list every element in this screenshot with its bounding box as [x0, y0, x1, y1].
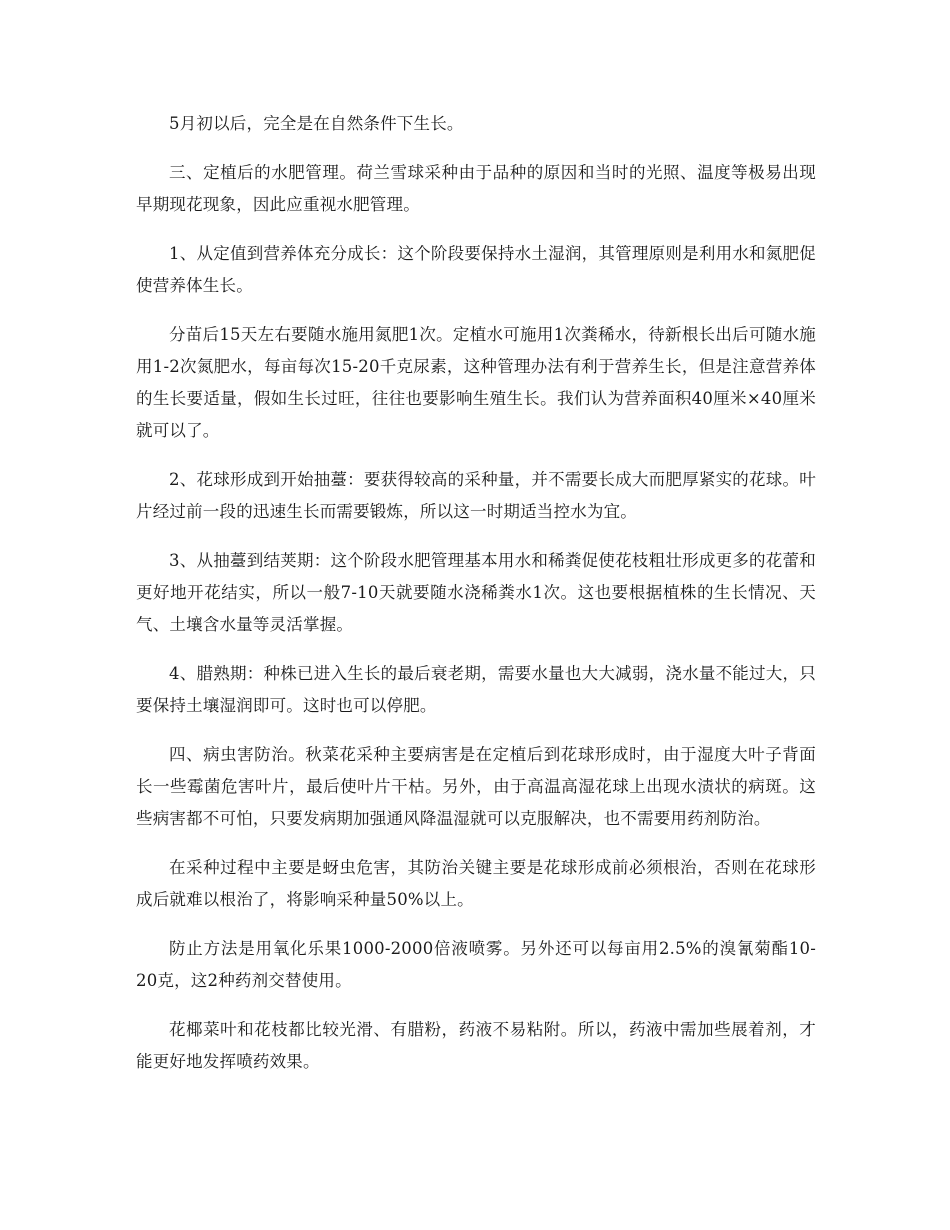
paragraph-11: 花椰菜叶和花枝都比较光滑、有腊粉，药液不易粘附。所以，药液中需加些展着剂，才能更好地发挥喷药效果。 [136, 1020, 816, 1071]
paragraph-3: 1、从定值到营养体充分成长：这个阶段要保持水土湿润，其管理原则是利用水和氮肥促使营养体生长。 [136, 244, 816, 295]
paragraph-1: 5月初以后，完全是在自然条件下生长。 [169, 114, 464, 133]
paragraph-2: 三、定植后的水肥管理。荷兰雪球采种由于品种的原因和当时的光照、温度等极易出现早期现花现象，因此应重视水肥管理。 [136, 163, 816, 214]
paragraph-7: 4、腊熟期：种株已进入生长的最后衰老期，需要水量也大大减弱，浇水量不能过大，只要保持土壤湿润即可。这时也可以停肥。 [136, 664, 816, 715]
paragraph-4: 分苗后15天左右要随水施用氮肥1次。定植水可施用1次粪稀水，待新根长出后可随水施用1-2次氮肥水，每亩每次15-20千克尿素，这种管理办法有利于营养生长，但是注意营养体的生长要适量，假如生长过旺，往往也要影响生殖生长。我们认为营养面积40厘米×40厘米就可以了。 [136, 325, 816, 440]
paragraph-6: 3、从抽薹到结荚期：这个阶段水肥管理基本用水和稀粪促使花枝粗壮形成更多的花蕾和更好地开花结实，所以一般7-10天就要随水浇稀粪水1次。这也要根据植株的生长情况、天气、土壤含水量等灵活掌握。 [136, 551, 816, 634]
paragraph-8: 四、病虫害防治。秋菜花采种主要病害是在定植后到花球形成时，由于湿度大叶子背面长一些霉菌危害叶片，最后使叶片干枯。另外，由于高温高湿花球上出现水渍状的病斑。这些病害都不可怕，只要发病期加强通风降温湿就可以克服解决，也不需要用药剂防治。 [136, 745, 816, 828]
paragraph-5: 2、花球形成到开始抽薹：要获得较高的采种量，并不需要长成大而肥厚紧实的花球。叶片经过前一段的迅速生长而需要锻炼，所以这一时期适当控水为宜。 [136, 470, 816, 521]
paragraph-9: 在采种过程中主要是蚜虫危害，其防治关键主要是花球形成前必须根治，否则在花球形成后就难以根治了，将影响采种量50%以上。 [136, 858, 816, 909]
paragraph-10: 防止方法是用氧化乐果1000-2000倍液喷雾。另外还可以每亩用2.5%的溴氰菊酯10-20克，这2种药剂交替使用。 [136, 939, 816, 990]
document-body [136, 108, 816, 1078]
